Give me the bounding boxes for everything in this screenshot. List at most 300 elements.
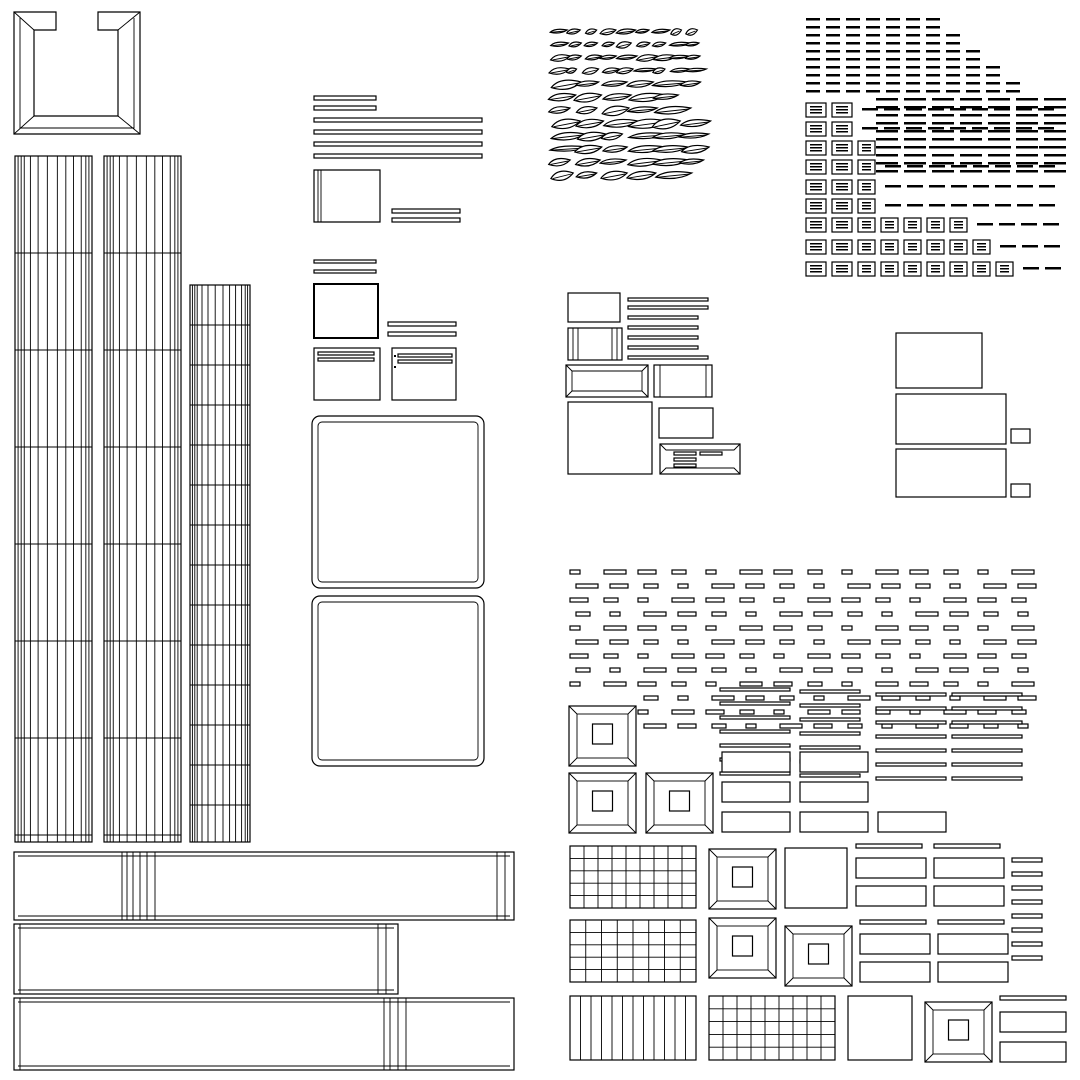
part-bar: [780, 696, 794, 700]
label-stroke: [966, 90, 980, 93]
part-bar: [978, 654, 996, 658]
label-stroke: [906, 42, 920, 45]
long-panel-strips: [14, 852, 514, 1070]
label-stroke: [862, 108, 878, 111]
label-stroke: [846, 42, 860, 45]
part-bar: [984, 612, 998, 616]
label-stroke: [1017, 146, 1033, 149]
label-stroke: [929, 185, 945, 188]
part-bar: [1012, 914, 1042, 918]
part-bar: [774, 654, 784, 658]
part-bar: [814, 668, 832, 672]
label-stroke: [988, 114, 1010, 117]
label-stroke: [960, 98, 982, 101]
part-bar: [944, 626, 958, 630]
part-bar: [740, 710, 754, 714]
part-bar: [678, 640, 688, 644]
leaf-shape: [586, 29, 597, 34]
label-stroke: [966, 74, 980, 77]
part-panel: [878, 812, 946, 832]
part-panel: [934, 886, 1004, 906]
part-bar: [950, 612, 968, 616]
part-bar: [638, 710, 648, 714]
label-stroke: [906, 50, 920, 53]
part-panel: [1000, 1012, 1066, 1032]
label-stroke: [1039, 165, 1055, 168]
label-stroke: [906, 82, 920, 85]
part-bar: [1012, 858, 1042, 862]
label-stroke: [946, 90, 960, 93]
label-stroke: [886, 26, 900, 29]
label-stroke: [932, 162, 954, 165]
label-stroke: [866, 90, 880, 93]
label-stroke: [966, 82, 980, 85]
label-stroke: [988, 130, 1010, 133]
part-bar: [706, 570, 716, 574]
label-stroke: [932, 114, 954, 117]
part-bar: [876, 763, 946, 766]
label-stroke: [826, 82, 840, 85]
part-bar: [576, 640, 598, 644]
leaf-shape: [569, 42, 581, 47]
label-stroke: [932, 130, 954, 133]
part-bar: [910, 654, 920, 658]
label-stroke: [846, 82, 860, 85]
part-bar: [950, 668, 968, 672]
label-stroke: [876, 122, 898, 125]
label-stroke: [907, 185, 923, 188]
part-bar: [978, 626, 988, 630]
part-bar: [780, 724, 802, 728]
part-bar: [952, 721, 1022, 724]
part-bar: [876, 749, 946, 752]
label-stroke: [986, 90, 1000, 93]
leaf-shape: [548, 94, 575, 101]
label-stroke: [995, 146, 1011, 149]
label-stroke: [946, 58, 960, 61]
label-stroke: [876, 114, 898, 117]
label-stroke: [1038, 127, 1054, 130]
part-bar: [604, 654, 618, 658]
label-stroke: [885, 204, 901, 207]
label-stroke: [951, 204, 967, 207]
detail-parts-field: [569, 570, 1066, 1062]
part-bar: [1000, 996, 1066, 1000]
label-stroke: [1044, 162, 1066, 165]
part-bar: [1012, 682, 1034, 686]
label-stroke: [926, 82, 940, 85]
part-bar: [882, 612, 892, 616]
label-stroke: [988, 162, 1010, 165]
label-stroke: [932, 98, 954, 101]
part-bar: [984, 584, 1006, 588]
label-stroke: [1016, 130, 1038, 133]
part-bar: [706, 682, 716, 686]
part-bar: [780, 584, 794, 588]
label-stroke: [926, 58, 940, 61]
label-stroke: [946, 50, 960, 53]
part-bar: [800, 774, 860, 777]
part-bar: [610, 668, 620, 672]
label-stroke: [946, 82, 960, 85]
label-stroke: [926, 90, 940, 93]
label-stroke: [928, 127, 944, 130]
label-stroke: [951, 185, 967, 188]
part-bar: [638, 570, 656, 574]
leaf-shape: [603, 146, 627, 153]
part-bar: [604, 598, 618, 602]
label-stroke: [1017, 165, 1033, 168]
grid-panel: [570, 846, 696, 908]
part-bar: [570, 598, 588, 602]
part-bar: [1012, 570, 1034, 574]
part-bar: [720, 702, 790, 705]
label-stroke: [886, 90, 900, 93]
label-stroke: [826, 58, 840, 61]
part-bar: [706, 710, 724, 714]
label-stroke: [904, 138, 926, 141]
label-stroke: [986, 66, 1000, 69]
label-stroke: [966, 50, 980, 53]
leaf-shape: [602, 106, 629, 116]
leaf-shape: [681, 120, 711, 127]
part-bar: [876, 735, 946, 738]
part-bar: [720, 744, 790, 747]
part-bar: [944, 570, 958, 574]
part-bar: [808, 682, 822, 686]
part-bar: [944, 682, 958, 686]
part-bar: [746, 612, 756, 616]
label-stroke: [988, 170, 1010, 173]
part-bar: [644, 584, 658, 588]
label-stroke: [950, 127, 966, 130]
part-bar: [706, 626, 716, 630]
part-bar: [800, 718, 860, 721]
part-bar: [876, 707, 946, 710]
part-bar: [848, 724, 862, 728]
part-bar: [800, 704, 860, 707]
label-stroke: [806, 74, 820, 77]
part-bar: [1012, 942, 1042, 946]
label-stroke: [928, 108, 944, 111]
part-bar: [1018, 668, 1028, 672]
label-stroke: [906, 26, 920, 29]
label-stroke: [932, 154, 954, 157]
label-stroke: [806, 66, 820, 69]
label-stroke: [846, 26, 860, 29]
label-stroke: [1022, 245, 1038, 248]
label-stroke: [1016, 170, 1038, 173]
label-stroke: [960, 154, 982, 157]
box-panel-group: [566, 293, 740, 474]
part-panel: [856, 886, 926, 906]
part-bar: [740, 598, 754, 602]
label-stroke: [946, 66, 960, 69]
part-bar: [800, 690, 860, 693]
leaf-shape: [567, 29, 580, 34]
part-bar: [944, 598, 966, 602]
leaf-shape: [576, 172, 597, 178]
part-bar: [938, 920, 1004, 924]
label-stroke: [994, 108, 1010, 111]
label-stroke: [972, 108, 988, 111]
channel-frame: [14, 12, 140, 134]
part-bar: [576, 584, 598, 588]
part-bar: [644, 612, 666, 616]
label-stroke: [846, 34, 860, 37]
label-stroke: [973, 165, 989, 168]
part-bar: [882, 584, 900, 588]
label-stroke: [988, 122, 1010, 125]
part-bar: [1012, 626, 1034, 630]
label-stroke: [926, 50, 940, 53]
label-stroke: [907, 165, 923, 168]
part-bar: [876, 777, 946, 780]
part-bar: [952, 777, 1022, 780]
label-stroke: [926, 74, 940, 77]
part-bar: [916, 640, 930, 644]
label-stroke: [966, 66, 980, 69]
part-bar: [672, 654, 694, 658]
part-bar: [712, 612, 726, 616]
label-stroke: [1016, 114, 1038, 117]
part-bar: [876, 570, 898, 574]
label-stroke: [886, 82, 900, 85]
part-bar: [638, 654, 648, 658]
label-stroke: [885, 146, 901, 149]
label-stroke: [876, 162, 898, 165]
label-stroke: [1016, 154, 1038, 157]
label-stroke: [1039, 185, 1055, 188]
label-stroke: [846, 90, 860, 93]
part-bar: [678, 668, 696, 672]
label-stroke: [946, 42, 960, 45]
label-stroke: [806, 18, 820, 21]
leaf-shape: [656, 172, 692, 179]
label-stroke: [826, 18, 840, 21]
part-panel: [722, 752, 790, 772]
label-stroke: [866, 18, 880, 21]
label-stroke: [1017, 204, 1033, 207]
label-stroke: [999, 223, 1015, 226]
part-bar: [800, 746, 860, 749]
label-stroke: [1000, 245, 1016, 248]
part-bar: [570, 570, 580, 574]
label-stroke: [886, 74, 900, 77]
label-stroke: [1039, 146, 1055, 149]
label-stroke: [866, 50, 880, 53]
label-stroke: [866, 26, 880, 29]
part-bar: [610, 640, 628, 644]
label-stroke: [886, 66, 900, 69]
part-bar: [746, 584, 764, 588]
part-panel: [800, 782, 868, 802]
part-bar: [570, 626, 580, 630]
label-stroke: [906, 127, 922, 130]
label-stroke: [1044, 114, 1066, 117]
part-bar: [774, 626, 792, 630]
part-bar: [952, 693, 1022, 696]
label-stroke: [846, 74, 860, 77]
part-bar: [604, 570, 626, 574]
part-panel: [722, 782, 790, 802]
label-stroke: [1016, 122, 1038, 125]
part-bar: [644, 640, 658, 644]
label-stroke: [806, 34, 820, 37]
part-bar: [678, 612, 696, 616]
label-stroke: [907, 204, 923, 207]
part-bar: [876, 682, 898, 686]
part-bar: [774, 682, 792, 686]
part-bar: [814, 640, 824, 644]
part-bar: [1012, 598, 1026, 602]
part-bar: [720, 688, 790, 691]
part-bar: [808, 654, 830, 658]
label-stroke: [932, 122, 954, 125]
part-panel: [800, 752, 868, 772]
part-bar: [604, 682, 626, 686]
label-stroke: [904, 130, 926, 133]
part-bar: [978, 682, 988, 686]
part-bar: [672, 598, 694, 602]
part-panel: [934, 858, 1004, 878]
part-panel: [785, 848, 847, 908]
part-bar: [678, 696, 688, 700]
part-panel: [938, 934, 1008, 954]
part-bar: [672, 570, 686, 574]
label-stroke: [906, 66, 920, 69]
part-panel: [860, 962, 930, 982]
label-stroke: [806, 90, 820, 93]
label-stroke: [866, 58, 880, 61]
label-stroke: [906, 58, 920, 61]
part-bar: [746, 640, 764, 644]
part-bar: [1012, 654, 1026, 658]
part-bar: [576, 612, 590, 616]
label-stroke: [866, 42, 880, 45]
part-bar: [712, 584, 734, 588]
part-bar: [814, 612, 832, 616]
label-stroke: [826, 26, 840, 29]
part-panel: [860, 934, 930, 954]
part-bar: [610, 612, 620, 616]
part-bar: [570, 654, 588, 658]
leaf-shape: [603, 94, 631, 101]
part-bar: [910, 626, 928, 630]
part-bar: [1012, 872, 1042, 876]
part-bar: [876, 721, 946, 724]
part-bar: [672, 682, 686, 686]
part-bar: [950, 640, 960, 644]
part-bar: [672, 626, 686, 630]
leaf-shape: [549, 159, 571, 166]
label-stroke: [1044, 130, 1066, 133]
label-stroke: [951, 165, 967, 168]
part-bar: [950, 584, 960, 588]
part-bar: [808, 710, 830, 714]
label-stroke: [988, 98, 1010, 101]
part-bar: [842, 682, 852, 686]
label-stroke: [1045, 267, 1061, 270]
label-stroke: [960, 130, 982, 133]
part-bar: [916, 668, 938, 672]
leaf-shape: [671, 29, 682, 36]
label-stroke: [995, 165, 1011, 168]
part-bar: [746, 696, 764, 700]
label-stroke: [806, 26, 820, 29]
label-stroke: [926, 26, 940, 29]
label-stroke: [806, 82, 820, 85]
label-stroke: [926, 66, 940, 69]
label-stroke: [906, 74, 920, 77]
part-bar: [848, 612, 862, 616]
label-stroke: [995, 185, 1011, 188]
part-bar: [978, 570, 988, 574]
label-stroke: [907, 146, 923, 149]
label-stroke: [1016, 98, 1038, 101]
part-bar: [808, 570, 822, 574]
part-panel: [800, 812, 868, 832]
label-stroke: [973, 204, 989, 207]
label-stroke: [884, 127, 900, 130]
part-bar: [842, 626, 852, 630]
part-bar: [712, 696, 734, 700]
label-block-grid: [806, 18, 1066, 276]
label-stroke: [886, 18, 900, 21]
leaf-shape: [637, 42, 650, 47]
part-bar: [860, 920, 926, 924]
label-stroke: [1043, 223, 1059, 226]
part-bar: [576, 668, 590, 672]
label-stroke: [960, 122, 982, 125]
label-stroke: [973, 146, 989, 149]
part-bar: [814, 584, 824, 588]
part-bar: [1012, 886, 1042, 890]
label-stroke: [826, 50, 840, 53]
label-stroke: [806, 58, 820, 61]
part-bar: [842, 654, 860, 658]
part-bar: [952, 749, 1022, 752]
part-bar: [882, 640, 900, 644]
label-stroke: [846, 18, 860, 21]
label-stroke: [826, 74, 840, 77]
part-bar: [712, 640, 734, 644]
part-bar: [952, 707, 1022, 710]
label-stroke: [932, 138, 954, 141]
label-stroke: [826, 42, 840, 45]
part-bar: [740, 654, 754, 658]
part-bar: [808, 626, 822, 630]
label-stroke: [960, 138, 982, 141]
part-bar: [978, 598, 996, 602]
leaf-shape: [576, 158, 601, 166]
label-stroke: [906, 90, 920, 93]
part-bar: [910, 682, 928, 686]
part-bar: [1012, 956, 1042, 960]
label-stroke: [846, 50, 860, 53]
part-bar: [746, 724, 756, 728]
label-stroke: [904, 154, 926, 157]
label-stroke: [876, 130, 898, 133]
part-bar: [774, 710, 784, 714]
label-stroke: [1044, 98, 1066, 101]
label-stroke: [906, 34, 920, 37]
part-bar: [814, 724, 832, 728]
label-stroke: [886, 58, 900, 61]
label-stroke: [904, 170, 926, 173]
label-stroke: [988, 154, 1010, 157]
leaf-cluster: [548, 29, 710, 181]
